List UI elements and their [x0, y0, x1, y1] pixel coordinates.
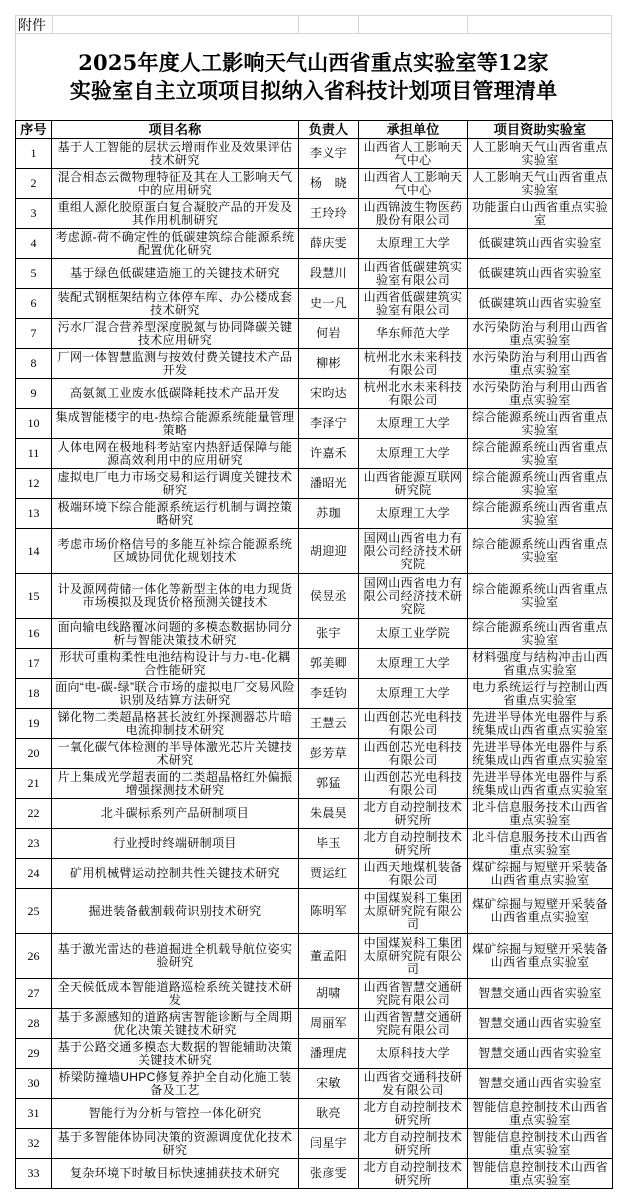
cell-no: 16 [16, 619, 52, 649]
cell-project: 厂网一体智慧监测与按效付费关键技术产品开发 [52, 349, 299, 379]
cell-unit: 山西省交通科技研发有限公司 [359, 1069, 468, 1099]
cell-project: 计及源网荷储一体化等新型主体的电力现货市场模拟及现货价格预测关键技术 [52, 574, 299, 619]
cell-project: 行业授时终端研制项目 [52, 829, 299, 859]
cell-no: 1 [16, 139, 52, 169]
cell-unit: 太原理工大学 [359, 499, 468, 529]
cell-leader: 宋昀达 [299, 379, 359, 409]
cell-lab: 综合能源系统山西省重点实验室 [468, 409, 613, 439]
cell-no: 30 [16, 1069, 52, 1099]
cell-project: 人体电网在极地科考站室内热舒适保障与能源高效利用中的应用研究 [52, 439, 299, 469]
table-row [16, 1159, 613, 1189]
cell-unit: 山西创芯光电科技有限公司 [359, 739, 468, 769]
cell-no: 17 [16, 649, 52, 679]
attachment-row [15, 15, 612, 34]
empty-cell[interactable] [298, 15, 358, 34]
cell-project: 基于多源感知的道路病害智能诊断与全周期优化决策关键技术研究 [52, 1009, 299, 1039]
table-row [16, 469, 613, 499]
table-row [16, 199, 613, 229]
cell-project: 集成智能楼宇的电-热综合能源系统能量管理策略 [52, 409, 299, 439]
empty-cell[interactable] [358, 15, 467, 34]
cell-leader: 史一凡 [299, 289, 359, 319]
header-no: 序号 [16, 121, 52, 139]
cell-no: 22 [16, 799, 52, 829]
cell-lab: 低碳建筑山西省实验室 [468, 289, 613, 319]
cell-leader: 彭芳草 [299, 739, 359, 769]
cell-project: 基于激光雷达的巷道掘进全机载导航位姿实验研究 [52, 934, 299, 979]
cell-no: 21 [16, 769, 52, 799]
cell-leader: 李义宇 [299, 139, 359, 169]
cell-leader: 何岩 [299, 319, 359, 349]
cell-unit: 太原理工大学 [359, 229, 468, 259]
cell-leader: 杨 晓 [299, 169, 359, 199]
cell-lab: 材料强度与结构冲击山西省重点实验室 [468, 649, 613, 679]
header-leader: 负责人 [299, 121, 359, 139]
cell-no: 25 [16, 889, 52, 934]
cell-leader: 柳彬 [299, 349, 359, 379]
cell-lab: 智慧交通山西省实验室 [468, 979, 613, 1009]
table-row [16, 1009, 613, 1039]
cell-project: 桥梁防撞墙UHPC修复养护全自动化施工装备及工艺 [52, 1069, 299, 1099]
cell-project: 混合相态云微物理特征及其在人工影响天气中的应用研究 [52, 169, 299, 199]
cell-no: 13 [16, 499, 52, 529]
cell-unit: 杭州北水未来科技有限公司 [359, 379, 468, 409]
cell-project: 北斗碳标系列产品研制项目 [52, 799, 299, 829]
cell-unit: 山西创芯光电科技有限公司 [359, 709, 468, 739]
cell-unit: 山西锦波生物医药股份有限公司 [359, 199, 468, 229]
cell-lab: 智能信息控制技术山西省重点实验室 [468, 1159, 613, 1189]
table-row [16, 1129, 613, 1159]
cell-lab: 水污染防治与利用山西省重点实验室 [468, 349, 613, 379]
cell-leader: 张宇 [299, 619, 359, 649]
cell-lab: 综合能源系统山西省重点实验室 [468, 499, 613, 529]
cell-unit: 中国煤炭科工集团太原研究院有限公司 [359, 889, 468, 934]
cell-no: 3 [16, 199, 52, 229]
cell-no: 15 [16, 574, 52, 619]
cell-lab: 水污染防治与利用山西省重点实验室 [468, 379, 613, 409]
cell-unit: 山西省能源互联网研究院 [359, 469, 468, 499]
table-header-row [16, 121, 613, 139]
table-row [16, 319, 613, 349]
cell-unit: 北方自动控制技术研究所 [359, 1159, 468, 1189]
empty-cell[interactable] [467, 15, 612, 34]
cell-lab: 人工影响天气山西省重点实验室 [468, 139, 613, 169]
cell-lab: 智能信息控制技术山西省重点实验室 [468, 1129, 613, 1159]
table-row [16, 529, 613, 574]
cell-project: 智能行为分析与管控一体化研究 [52, 1099, 299, 1129]
cell-no: 28 [16, 1009, 52, 1039]
cell-leader: 张彦雯 [299, 1159, 359, 1189]
cell-lab: 先进半导体光电器件与系统集成山西省重点实验室 [468, 769, 613, 799]
cell-unit: 山西省智慧交通研究院有限公司 [359, 1009, 468, 1039]
cell-lab: 智能信息控制技术山西省重点实验室 [468, 1099, 613, 1129]
cell-unit: 中国煤炭科工集团太原研究院有限公司 [359, 934, 468, 979]
cell-unit: 太原工业学院 [359, 619, 468, 649]
cell-unit: 太原理工大学 [359, 409, 468, 439]
cell-leader: 董孟阳 [299, 934, 359, 979]
title-line-2: 实验室自主立项项目拟纳入省科技计划项目管理清单 [69, 78, 558, 103]
table-row [16, 649, 613, 679]
cell-leader: 郭美卿 [299, 649, 359, 679]
cell-leader: 胡迎迎 [299, 529, 359, 574]
cell-lab: 水污染防治与利用山西省重点实验室 [468, 319, 613, 349]
cell-unit: 山西省人工影响天气中心 [359, 139, 468, 169]
header-lab: 项目资助实验室 [468, 121, 613, 139]
table-row [16, 979, 613, 1009]
cell-leader: 朱晨昊 [299, 799, 359, 829]
cell-project: 基于公路交通多模态大数据的智能辅助决策关键技术研究 [52, 1039, 299, 1069]
cell-project: 锑化物二类超晶格甚长波红外探测器芯片暗电流抑制技术研究 [52, 709, 299, 739]
table-row [16, 379, 613, 409]
cell-project: 基于人工智能的层状云增雨作业及效果评估技术研究 [52, 139, 299, 169]
cell-no: 2 [16, 169, 52, 199]
cell-unit: 华东师范大学 [359, 319, 468, 349]
cell-project: 基于多智能体协同决策的资源调度优化技术研究 [52, 1129, 299, 1159]
table-row [16, 709, 613, 739]
cell-lab: 综合能源系统山西省重点实验室 [468, 619, 613, 649]
cell-lab: 综合能源系统山西省重点实验室 [468, 469, 613, 499]
cell-project: 重组人源化胶原蛋白复合凝胶产品的开发及其作用机制研究 [52, 199, 299, 229]
table-row [16, 349, 613, 379]
cell-leader: 郭猛 [299, 769, 359, 799]
cell-project: 复杂环境下时敏目标快速捕获技术研究 [52, 1159, 299, 1189]
table-row [16, 229, 613, 259]
cell-no: 9 [16, 379, 52, 409]
cell-leader: 闫星宇 [299, 1129, 359, 1159]
cell-project: 污水厂混合营养型深度脱氮与协同降碳关键技术应用研究 [52, 319, 299, 349]
attachment-label[interactable]: 附件 [15, 15, 52, 34]
cell-unit: 国网山西省电力有限公司经济技术研究院 [359, 529, 468, 574]
cell-unit: 太原理工大学 [359, 649, 468, 679]
cell-no: 29 [16, 1039, 52, 1069]
cell-no: 33 [16, 1159, 52, 1189]
cell-unit: 北方自动控制技术研究所 [359, 1129, 468, 1159]
cell-project: 掘进装备截割载荷识别技术研究 [52, 889, 299, 934]
table-row [16, 439, 613, 469]
cell-leader: 潘昭光 [299, 469, 359, 499]
cell-project: 片上集成光学超表面的二类超晶格红外偏振增强探测技术研究 [52, 769, 299, 799]
cell-no: 26 [16, 934, 52, 979]
table-row [16, 1039, 613, 1069]
cell-unit: 太原科技大学 [359, 1039, 468, 1069]
cell-no: 18 [16, 679, 52, 709]
cell-leader: 侯昱丞 [299, 574, 359, 619]
cell-unit: 国网山西省电力有限公司经济技术研究院 [359, 574, 468, 619]
cell-no: 24 [16, 859, 52, 889]
cell-no: 5 [16, 259, 52, 289]
header-project: 项目名称 [52, 121, 299, 139]
cell-no: 32 [16, 1129, 52, 1159]
cell-leader: 许嘉禾 [299, 439, 359, 469]
empty-cell[interactable] [52, 15, 298, 34]
cell-unit: 北方自动控制技术研究所 [359, 829, 468, 859]
table-row [16, 169, 613, 199]
cell-leader: 段慧川 [299, 259, 359, 289]
cell-unit: 山西省低碳建筑实验室有限公司 [359, 289, 468, 319]
cell-lab: 先进半导体光电器件与系统集成山西省重点实验室 [468, 739, 613, 769]
cell-no: 7 [16, 319, 52, 349]
cell-project: 考虑源-荷不确定性的低碳建筑综合能源系统配置优化研究 [52, 229, 299, 259]
cell-lab: 煤矿综掘与短壁开采装备山西省重点实验室 [468, 859, 613, 889]
cell-no: 4 [16, 229, 52, 259]
cell-project: 考虑市场价格信号的多能互补综合能源系统区域协同优化规划技术 [52, 529, 299, 574]
cell-leader: 苏珈 [299, 499, 359, 529]
table-row [16, 259, 613, 289]
cell-lab: 煤矿综掘与短壁开采装备山西省重点实验室 [468, 934, 613, 979]
cell-no: 8 [16, 349, 52, 379]
cell-project: 面向“电-碳-绿”联合市场的虚拟电厂交易风险识别及结算方法研究 [52, 679, 299, 709]
cell-lab: 煤矿综掘与短壁开采装备山西省重点实验室 [468, 889, 613, 934]
cell-leader: 陈明军 [299, 889, 359, 934]
cell-unit: 山西省智慧交通研究院有限公司 [359, 979, 468, 1009]
table-row [16, 289, 613, 319]
cell-lab: 智慧交通山西省实验室 [468, 1069, 613, 1099]
cell-project: 矿用机械臂运动控制共性关键技术研究 [52, 859, 299, 889]
cell-lab: 电力系统运行与控制山西省重点实验室 [468, 679, 613, 709]
table-row [16, 409, 613, 439]
cell-unit: 北方自动控制技术研究所 [359, 1099, 468, 1129]
cell-leader: 潘理虎 [299, 1039, 359, 1069]
cell-no: 23 [16, 829, 52, 859]
table-row [16, 889, 613, 934]
cell-no: 12 [16, 469, 52, 499]
cell-unit: 山西创芯光电科技有限公司 [359, 769, 468, 799]
cell-lab: 低碳建筑山西省实验室 [468, 259, 613, 289]
cell-lab: 综合能源系统山西省重点实验室 [468, 574, 613, 619]
cell-project: 装配式钢框架结构立体停车库、办公楼成套技术研究 [52, 289, 299, 319]
header-unit: 承担单位 [359, 121, 468, 139]
cell-project: 虚拟电厂电力市场交易和运行调度关键技术研究 [52, 469, 299, 499]
cell-leader: 毕玉 [299, 829, 359, 859]
cell-unit: 北方自动控制技术研究所 [359, 799, 468, 829]
document-title [15, 34, 612, 120]
cell-no: 27 [16, 979, 52, 1009]
table-row [16, 139, 613, 169]
cell-no: 10 [16, 409, 52, 439]
cell-leader: 王玲玲 [299, 199, 359, 229]
table-row [16, 829, 613, 859]
cell-project: 面向输电线路覆冰问题的多模态数据协同分析与智能决策技术研究 [52, 619, 299, 649]
table-row [16, 679, 613, 709]
cell-leader: 王慧云 [299, 709, 359, 739]
cell-no: 31 [16, 1099, 52, 1129]
cell-leader: 宋敏 [299, 1069, 359, 1099]
table-row [16, 739, 613, 769]
cell-leader: 贾运红 [299, 859, 359, 889]
cell-unit: 山西省人工影响天气中心 [359, 169, 468, 199]
cell-no: 14 [16, 529, 52, 574]
cell-unit: 太原理工大学 [359, 439, 468, 469]
cell-leader: 薛庆雯 [299, 229, 359, 259]
cell-project: 高氨氮工业废水低碳降耗技术产品开发 [52, 379, 299, 409]
cell-lab: 人工影响天气山西省重点实验室 [468, 169, 613, 199]
project-table [15, 120, 613, 1189]
cell-no: 19 [16, 709, 52, 739]
cell-unit: 山西省低碳建筑实验室有限公司 [359, 259, 468, 289]
cell-leader: 周丽军 [299, 1009, 359, 1039]
cell-lab: 功能蛋白山西省重点实验室 [468, 199, 613, 229]
cell-project: 一氧化碳气体检测的半导体激光芯片关键技术研究 [52, 739, 299, 769]
cell-unit: 杭州北水未来科技有限公司 [359, 349, 468, 379]
cell-lab: 综合能源系统山西省重点实验室 [468, 529, 613, 574]
cell-no: 6 [16, 289, 52, 319]
table-row [16, 799, 613, 829]
title-line-1: 2025年度人工影响天气山西省重点实验室等12家 [78, 50, 549, 75]
table-row [16, 1099, 613, 1129]
table-row [16, 859, 613, 889]
cell-lab: 综合能源系统山西省重点实验室 [468, 439, 613, 469]
cell-no: 11 [16, 439, 52, 469]
cell-unit: 山西天地煤机装备有限公司 [359, 859, 468, 889]
cell-project: 形状可重构柔性电池结构设计与力-电-化耦合性能研究 [52, 649, 299, 679]
cell-lab: 先进半导体光电器件与系统集成山西省重点实验室 [468, 709, 613, 739]
table-row [16, 769, 613, 799]
cell-leader: 胡啸 [299, 979, 359, 1009]
cell-project: 全天候低成本智能道路巡检系统关键技术研发 [52, 979, 299, 1009]
cell-leader: 耿亮 [299, 1099, 359, 1129]
table-row [16, 934, 613, 979]
cell-leader: 李廷钧 [299, 679, 359, 709]
cell-project: 基于绿色低碳建造施工的关键技术研究 [52, 259, 299, 289]
cell-lab: 智慧交通山西省实验室 [468, 1039, 613, 1069]
cell-no: 20 [16, 739, 52, 769]
cell-lab: 北斗信息服务技术山西省重点实验室 [468, 799, 613, 829]
table-row [16, 499, 613, 529]
cell-project: 极端环境下综合能源系统运行机制与调控策略研究 [52, 499, 299, 529]
table-row [16, 619, 613, 649]
table-row [16, 574, 613, 619]
cell-lab: 低碳建筑山西省实验室 [468, 229, 613, 259]
table-row [16, 1069, 613, 1099]
cell-leader: 李泽宁 [299, 409, 359, 439]
cell-lab: 北斗信息服务技术山西省重点实验室 [468, 829, 613, 859]
cell-unit: 太原理工大学 [359, 679, 468, 709]
cell-lab: 智慧交通山西省实验室 [468, 1009, 613, 1039]
